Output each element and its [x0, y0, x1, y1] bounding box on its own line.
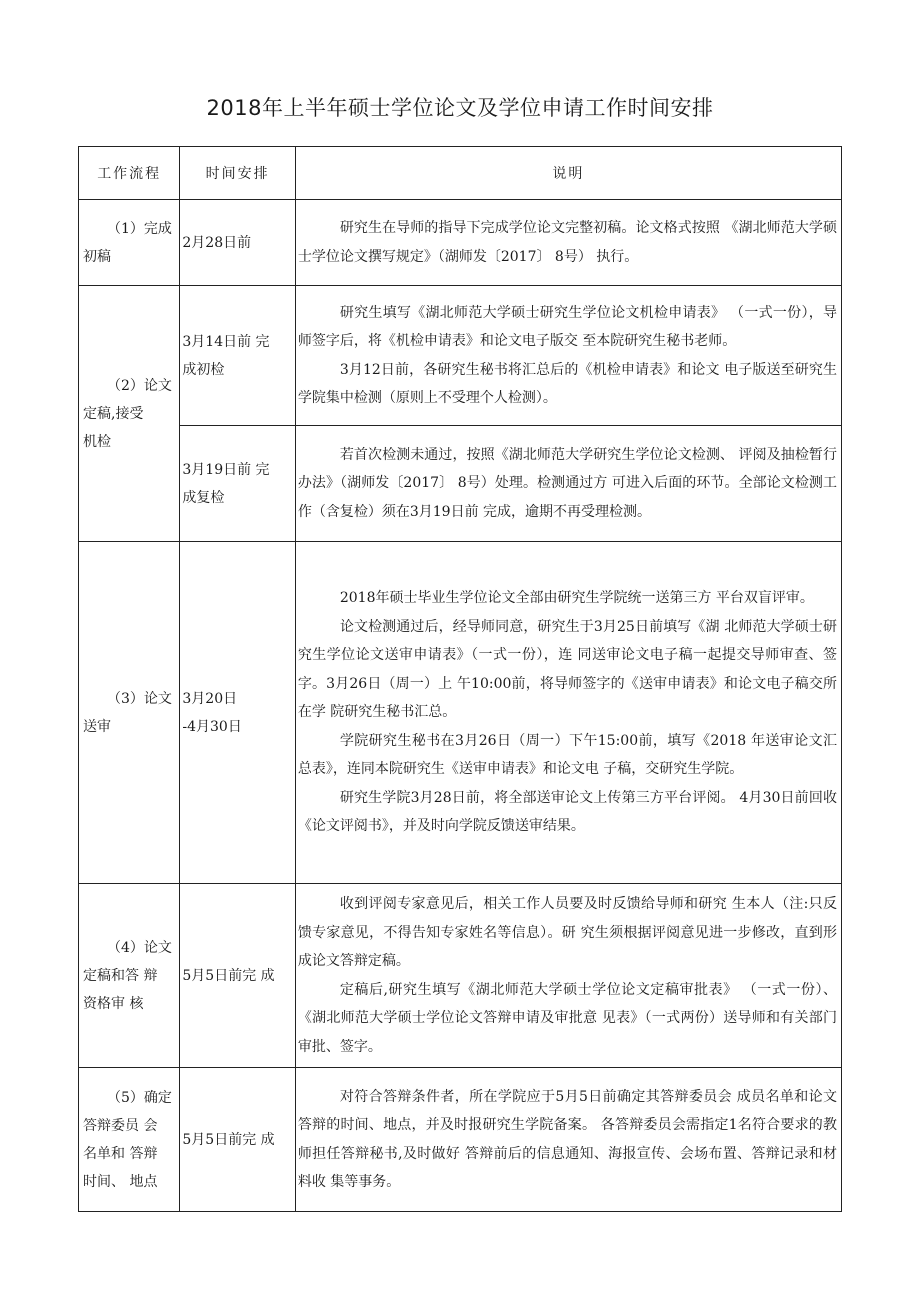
- process-line: 资格审 核: [83, 995, 144, 1012]
- process-cell: [79, 1068, 180, 1212]
- table-row: [79, 1068, 842, 1212]
- process-line: （2）论文: [107, 377, 172, 394]
- header-process: 工作流程: [79, 147, 180, 200]
- time-cell: [180, 884, 295, 1068]
- process-line: 定稿和答 辩: [83, 967, 158, 984]
- process-line: 定稿,接受: [83, 405, 144, 422]
- table-header-row: [79, 147, 842, 200]
- process-line: （1）完成: [107, 220, 172, 237]
- description-paragraph: 2018年硕士毕业生学位论文全部由研究生学院统一送第三方 平台双盲评审。: [339, 590, 814, 607]
- header-description: 说明: [295, 147, 841, 200]
- description-paragraph: 研究生学院3月28日前，将全部送审论文上传第三方平台评阅。 4月30日前回收《论文评阅书》，并及时向学院反馈送审结果。: [297, 789, 837, 835]
- time-line: 成复检: [182, 489, 225, 506]
- table-row: [79, 426, 842, 542]
- description-cell: [295, 286, 841, 426]
- process-line: 机检: [83, 433, 111, 450]
- table-row: [79, 286, 842, 426]
- description-cell: [295, 426, 841, 542]
- process-line: 初稿: [83, 248, 111, 265]
- process-cell: [79, 884, 180, 1068]
- description-paragraph: 研究生填写《湖北师范大学硕士研究生学位论文机检申请表》 （一式一份），导师签字后，将《机检申请表》和论文电子版交 至本院研究生秘书老师。: [297, 304, 837, 349]
- description-cell: [295, 1068, 841, 1212]
- table-row: [79, 200, 842, 286]
- time-cell: [180, 1068, 295, 1212]
- process-cell: [79, 200, 180, 286]
- process-line: （5）确定: [107, 1089, 172, 1106]
- process-line: （3）论文: [107, 690, 172, 707]
- process-line: 答辩委员 会: [83, 1117, 158, 1134]
- description-paragraph: 研究生在导师的指导下完成学位论文完整初稿。论文格式按照 《湖北师范大学硕士学位论文撰写规定》（湖师发〔2017〕 8号） 执行。: [297, 220, 837, 265]
- time-line: 5月5日前完 成: [182, 1131, 275, 1148]
- process-cell: [79, 542, 180, 884]
- schedule-table: [78, 146, 842, 1212]
- time-cell: [180, 200, 295, 286]
- description-paragraph: 学院研究生秘书在3月26日（周一）下午15:00前，填写《2018 年送审论文汇总表》，连同本院研究生《送审申请表》和论文电 子稿，交研究生学院。: [297, 732, 837, 778]
- process-line: 送审: [83, 718, 111, 735]
- time-line: -4月30日: [182, 718, 242, 735]
- time-line: 成初检: [182, 361, 225, 378]
- description-paragraph: 若首次检测未通过，按照《湖北师范大学研究生学位论文检测、 评阅及抽检暂行办法》（湖师发〔2017〕 8号）处理。检测通过方 可进入后面的环节。全部论文检测工作（含复检）须在3月19日前 完成，逾期不再受理检测。: [297, 446, 837, 520]
- process-cell: [79, 286, 180, 542]
- time-line: 5月5日前完 成: [182, 967, 275, 984]
- time-line: 3月20日: [182, 690, 238, 707]
- table-row: [79, 542, 842, 884]
- description-cell: [295, 884, 841, 1068]
- time-cell: [180, 542, 295, 884]
- description-paragraph: 收到评阅专家意见后，相关工作人员要及时反馈给导师和研究 生本人（注:只反馈专家意见，不得告知专家姓名等信息）。研 究生须根据评阅意见进一步修改，直到形成论文答辩定稿。: [297, 896, 837, 969]
- time-cell: [180, 286, 295, 426]
- table-row: [79, 884, 842, 1068]
- description-cell: [295, 542, 841, 884]
- process-line: （4）论文: [107, 939, 172, 956]
- description-paragraph: 3月12日前，各研究生秘书将汇总后的《机检申请表》和论文 电子版送至研究生学院集中检测（原则上不受理个人检测）。: [297, 361, 837, 406]
- description-paragraph: 对符合答辩条件者，所在学院应于5月5日前确定其答辩委员会 成员名单和论文答辩的时间、地点，并及时报研究生学院备案。 各答辩委员会需指定1名符合要求的教师担任答辩秘书,及时做好 答辩前后的信息通知、海报宣传、会场布置、答辩记录和材料收 集等事务。: [297, 1088, 837, 1190]
- header-time: 时间安排: [180, 147, 295, 200]
- time-line: 2月28日前: [182, 234, 252, 251]
- description-paragraph: 定稿后,研究生填写《湖北师范大学硕士学位论文定稿审批表》 （一式一份）、《湖北师范大学硕士学位论文答辩申请及审批意 见表》（一式两份）送导师和有关部门审批、签字。: [297, 981, 837, 1055]
- time-line: 3月19日前 完: [182, 461, 270, 478]
- process-line: 名单和 答辩: [83, 1145, 158, 1162]
- page-title: 2018年上半年硕士学位论文及学位申请工作时间安排: [206, 96, 714, 120]
- description-cell: [295, 200, 841, 286]
- time-line: 3月14日前 完: [182, 333, 270, 350]
- time-cell: [180, 426, 295, 542]
- process-line: 时间、 地点: [83, 1173, 158, 1190]
- description-paragraph: 论文检测通过后，经导师同意，研究生于3月25日前填写《湖 北师范大学硕士研究生学位论文送审申请表》（一式一份），连 同送审论文电子稿一起提交导师审查、签字。3月26日（周一）上 午10:00前，将导师签字的《送审申请表》和论文电子稿交所在学 院研究生秘书汇总。: [297, 618, 837, 721]
